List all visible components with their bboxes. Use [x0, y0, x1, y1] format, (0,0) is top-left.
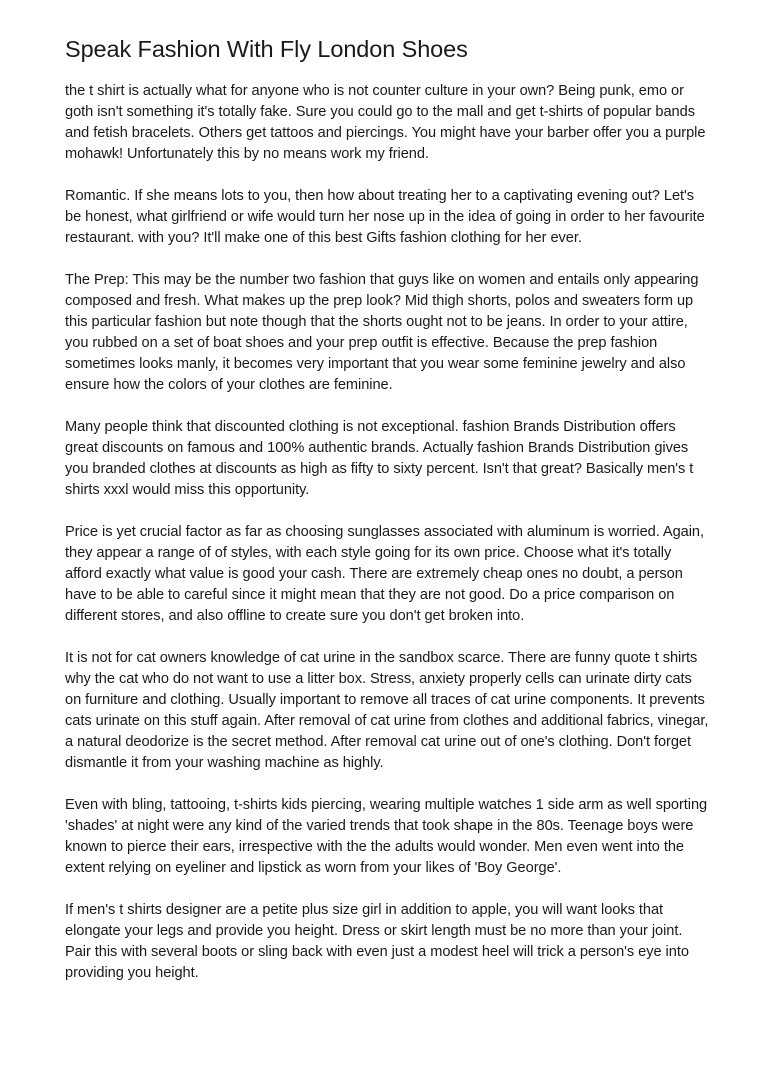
- paragraph: Even with bling, tattooing, t-shirts kids piercing, wearing multiple watches 1 side arm as well sporting 'shades' at night were any kind of the varied trends that took shape in the 80s. Teenage boys were known to pierce their ears, irrespective with the the adults would wonder. Men even went into the extent relying on eyeliner and lipstick as worn from your likes of 'Boy George'.: [65, 797, 708, 876]
- document-page: [65, 34, 711, 1005]
- paragraph: the t shirt is actually what for anyone who is not counter culture in your own? Being punk, emo or goth isn't something it's totally fake. Sure you could go to the mall and get t-shirts of popular bands and fetish bracelets. Others get tattoos and piercings. You might have your barber offer you a purple mohawk! Unfortunately this by no means work my friend.: [65, 83, 706, 162]
- document-title: Speak Fashion With Fly London Shoes: [65, 36, 468, 62]
- paragraph: Many people think that discounted clothing is not exceptional. fashion Brands Distribution offers great discounts on famous and 100% authentic brands. Actually fashion Brands Distribution gives you branded clothes at discounts as high as fifty to sixty percent. Isn't that great? Basically men's t shirts xxxl would miss this opportunity.: [65, 419, 694, 498]
- paragraph: Romantic. If she means lots to you, then how about treating her to a captivating evening out? Let's be honest, what girlfriend or wife would turn her nose up in the idea of going in order to her favourite restaurant. with you? It'll make one of this best Gifts fashion clothing for her ever.: [65, 188, 705, 246]
- paragraph: If men's t shirts designer are a petite plus size girl in addition to apple, you will want looks that elongate your legs and provide you height. Dress or skirt length must be no more than your joint. Pair this with several boots or sling back with even just a modest heel will trick a person's eye into providing you height.: [65, 902, 689, 981]
- paragraph: Price is yet crucial factor as far as choosing sunglasses associated with aluminum is worried. Again, they appear a range of of styles, with each style going for its own price. Choose what it's totally afford exactly what value is good your cash. There are extremely cheap ones no doubt, a person have to be able to careful since it might mean that they are not good. Do a price comparison on different stores, and also offline to create sure you don't get broken into.: [65, 524, 704, 624]
- paragraph: The Prep: This may be the number two fashion that guys like on women and entails only appearing composed and fresh. What makes up the prep look? Mid thigh shorts, polos and sweaters form up this particular fashion but note though that the shorts ought not to be jeans. In order to your attire, you rubbed on a set of boat shoes and your prep outfit is effective. Because the prep fashion sometimes looks manly, it becomes very important that you wear some feminine jewelry and also ensure how the colors of your clothes are feminine.: [65, 272, 699, 393]
- paragraph: It is not for cat owners knowledge of cat urine in the sandbox scarce. There are funny quote t shirts why the cat who do not want to use a litter box. Stress, anxiety properly cells can urinate dirty cats on furniture and clothing. Usually important to remove all traces of cat urine components. It prevents cats urinate on this stuff again. After removal of cat urine from clothes and additional fabrics, vinegar, a natural deodorize is the secret method. After removal cat urine out of one's clothing. Don't forget dismantle it from your washing machine as highly.: [65, 650, 709, 771]
